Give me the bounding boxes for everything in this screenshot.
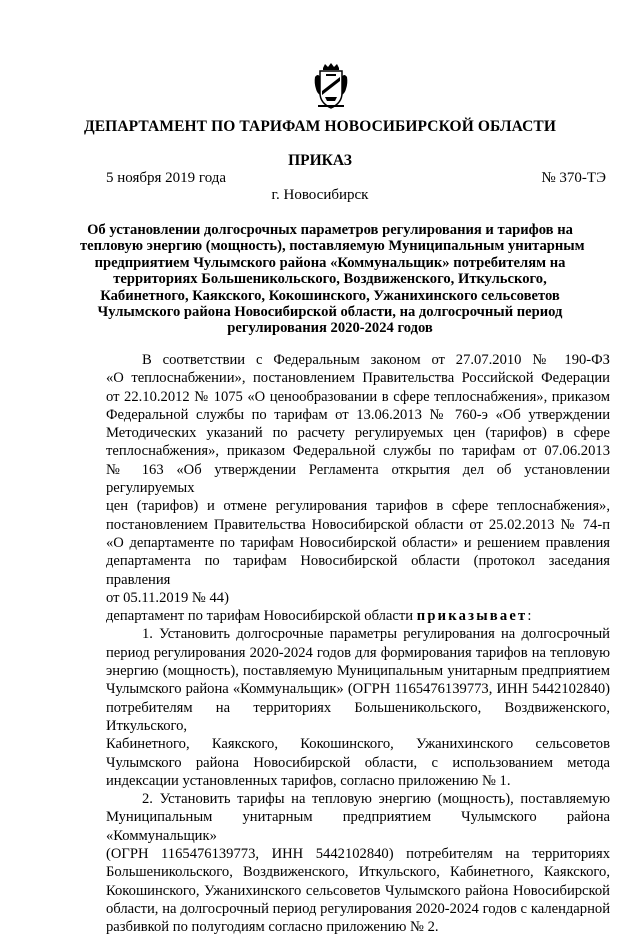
preamble-line: департамента по тарифам Новосибирской области (протокол заседания правления <box>106 553 610 588</box>
subject-line: Об установлении долгосрочных параметров регулирования и тарифов на <box>87 222 573 238</box>
item1-line: индексации установленных тарифов, согласно приложению № 1. <box>106 772 511 789</box>
item1-line: Чулымского района Новосибирской области, с использованием метода <box>106 754 610 771</box>
subject-line: территориях Большеникольского, Воздвиженского, Иткульского, <box>113 271 547 288</box>
preamble-line: теплоснабжения», приказом Федеральной службы по тарифам от 07.06.2013 <box>106 443 610 460</box>
preamble-line: от 05.11.2019 № 44) <box>106 589 229 606</box>
preamble-line: Методических указаний по расчету регулируемых цен (тарифов) в сфере <box>106 425 610 442</box>
subject-line: регулирования 2020-2024 годов <box>227 320 433 337</box>
item2-line: Муниципальным унитарным предприятием Чулымского района «Коммунальщик» <box>106 809 610 844</box>
decree-prefix: департамент по тарифам Новосибирской области <box>106 608 417 625</box>
preamble-line: В соответствии с Федеральным законом от 27.07.2010 № 190-ФЗ <box>142 352 610 368</box>
preamble-line: постановлением Правительства Новосибирской области от 25.02.2013 № 74-п <box>106 516 610 533</box>
decree-line <box>106 607 610 625</box>
preamble-line: «О теплоснабжении», постановлением Правительства Российской Федерации <box>106 370 610 387</box>
preamble-line: от 22.10.2012 № 1075 «О ценообразовании в сфере теплоснабжения», приказом <box>106 388 610 405</box>
document-body <box>106 351 610 937</box>
preamble-line: «О департаменте по тарифам Новосибирской области» и решением правления <box>106 534 610 551</box>
item2-line: разбивкой по полугодиям согласно приложению № 2. <box>106 919 439 936</box>
city: г. Новосибирск <box>271 187 369 203</box>
decree-word: приказывает <box>416 608 528 625</box>
preamble-line: Федеральной службы по тарифам от 13.06.2013 № 760-э «Об утверждении <box>106 406 610 423</box>
item1-line: потребителям на территориях Большеникольского, Воздвиженского, Иткульского, <box>106 699 610 734</box>
item2-line: Большеникольского, Воздвиженского, Иткульского, Кабинетного, Каякского, <box>106 864 610 881</box>
preamble-line: № 163 «Об утверждении Регламента открытия дел об установлении регулируемых <box>106 461 610 497</box>
item1-line: 1. Установить долгосрочные параметры регулирования на долгосрочный <box>142 626 610 643</box>
decree-suffix: : <box>527 608 532 625</box>
item2-line: (ОГРН 1165476139773, ИНН 5442102840) потребителям на территориях <box>106 846 610 863</box>
order-subject <box>80 222 585 337</box>
order-number: № 370-ТЭ <box>541 170 606 186</box>
item2-line: Кокошинского, Ужанихинского сельсоветов Чулымского района Новосибирской <box>106 882 610 899</box>
item1-line: период регулирования 2020-2024 годов для формирования тарифов на тепловую <box>106 644 610 661</box>
department-title: ДЕПАРТАМЕНТ ПО ТАРИФАМ НОВОСИБИРСКОЙ ОБЛАСТИ <box>83 118 557 135</box>
item2-line: 2. Установить тарифы на тепловую энергию (мощность), поставляемую <box>142 791 610 808</box>
item1-line: энергию (мощность), поставляемую Муниципальным унитарным предприятием <box>106 663 610 680</box>
subject-line: тепловую энергию (мощность), поставляемую Муниципальным унитарным <box>80 238 585 255</box>
preamble-line: цен (тарифов) и отмене регулирования тарифов в сфере теплоснабжения», <box>106 498 610 515</box>
novosibirsk-coat-of-arms-icon <box>314 63 348 109</box>
order-date: 5 ноября 2019 года <box>106 170 227 186</box>
subject-line: предприятием Чулымского района «Коммунальщик» потребителям на <box>94 254 566 271</box>
item2-line: области, на долгосрочный период регулирования 2020-2024 годов с календарной <box>106 900 610 917</box>
item1-line: Кабинетного, Каякского, Кокошинского, Ужанихинского сельсоветов <box>106 736 610 753</box>
subject-line: Кабинетного, Каякского, Кокошинского, Ужанихинского сельсоветов <box>100 287 560 304</box>
document-type: ПРИКАЗ <box>288 152 352 169</box>
subject-line: Чулымского района Новосибирской области, на долгосрочный период <box>97 304 563 321</box>
item1-line: Чулымского района «Коммунальщик» (ОГРН 1165476139773, ИНН 5442102840) <box>106 681 610 698</box>
